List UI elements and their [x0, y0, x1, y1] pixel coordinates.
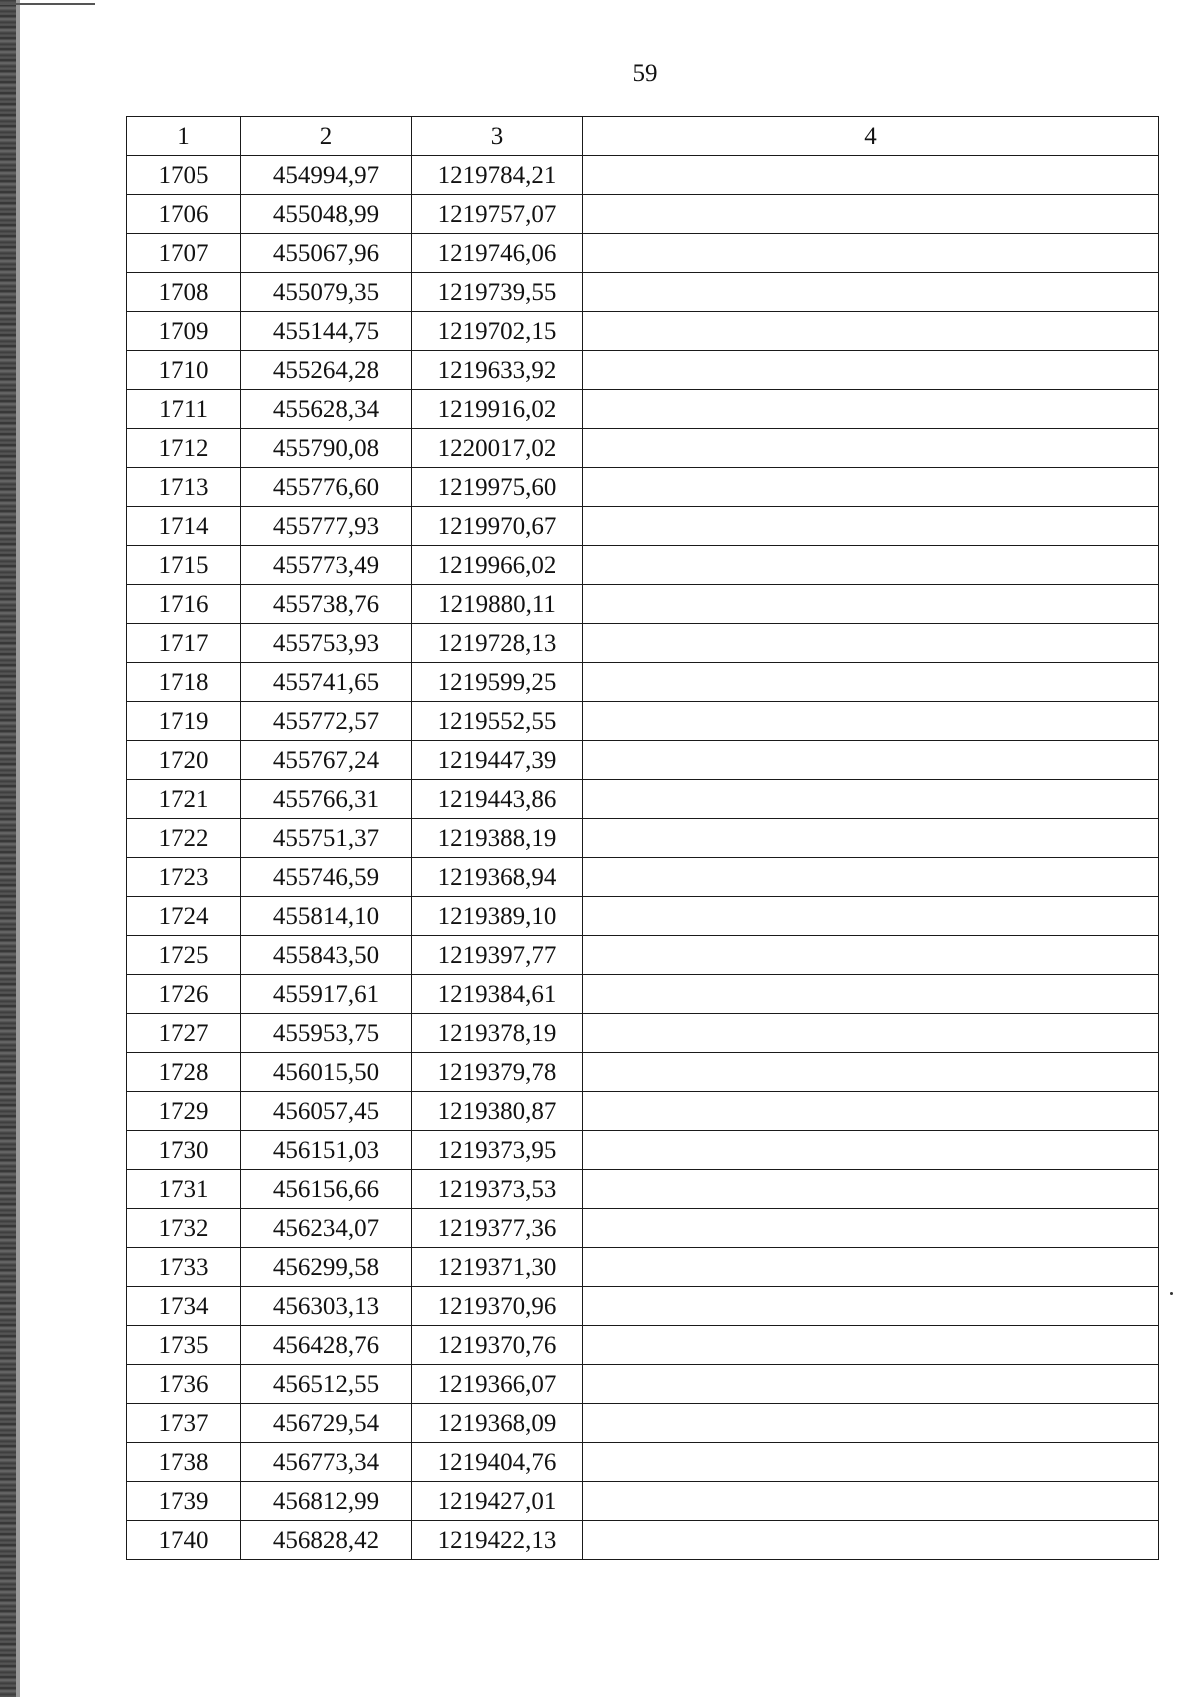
y-coordinate-cell: 1219552,55 — [412, 702, 583, 741]
x-coordinate-cell: 455067,96 — [241, 234, 412, 273]
y-coordinate-cell: 1219373,53 — [412, 1170, 583, 1209]
y-coordinate-cell: 1219368,09 — [412, 1404, 583, 1443]
table-row — [127, 234, 1159, 273]
point-number-cell: 1729 — [127, 1092, 241, 1131]
y-coordinate-cell: 1219370,96 — [412, 1287, 583, 1326]
table-row — [127, 1092, 1159, 1131]
point-number-cell: 1734 — [127, 1287, 241, 1326]
y-coordinate-cell: 1219447,39 — [412, 741, 583, 780]
x-coordinate-cell: 456303,13 — [241, 1287, 412, 1326]
y-coordinate-cell: 1219746,06 — [412, 234, 583, 273]
column-header-3: 3 — [412, 117, 583, 156]
table-row — [127, 858, 1159, 897]
note-cell — [583, 858, 1159, 897]
y-coordinate-cell: 1219970,67 — [412, 507, 583, 546]
y-coordinate-cell: 1219702,15 — [412, 312, 583, 351]
point-number-cell: 1718 — [127, 663, 241, 702]
point-number-cell: 1711 — [127, 390, 241, 429]
column-header-1: 1 — [127, 117, 241, 156]
point-number-cell: 1726 — [127, 975, 241, 1014]
point-number-cell: 1722 — [127, 819, 241, 858]
x-coordinate-cell: 455751,37 — [241, 819, 412, 858]
point-number-cell: 1724 — [127, 897, 241, 936]
point-number-cell: 1712 — [127, 429, 241, 468]
point-number-cell: 1715 — [127, 546, 241, 585]
note-cell — [583, 585, 1159, 624]
table-row — [127, 351, 1159, 390]
y-coordinate-cell: 1219370,76 — [412, 1326, 583, 1365]
point-number-cell: 1727 — [127, 1014, 241, 1053]
note-cell — [583, 1092, 1159, 1131]
note-cell — [583, 780, 1159, 819]
point-number-cell: 1732 — [127, 1209, 241, 1248]
point-number-cell: 1730 — [127, 1131, 241, 1170]
point-number-cell: 1717 — [127, 624, 241, 663]
table-row — [127, 156, 1159, 195]
table-row — [127, 507, 1159, 546]
y-coordinate-cell: 1219404,76 — [412, 1443, 583, 1482]
table-row — [127, 624, 1159, 663]
note-cell — [583, 312, 1159, 351]
y-coordinate-cell: 1219379,78 — [412, 1053, 583, 1092]
table-row — [127, 702, 1159, 741]
table-row — [127, 1014, 1159, 1053]
y-coordinate-cell: 1219378,19 — [412, 1014, 583, 1053]
y-coordinate-cell: 1219373,95 — [412, 1131, 583, 1170]
x-coordinate-cell: 456299,58 — [241, 1248, 412, 1287]
point-number-cell: 1733 — [127, 1248, 241, 1287]
point-number-cell: 1721 — [127, 780, 241, 819]
note-cell — [583, 1404, 1159, 1443]
y-coordinate-cell: 1219388,19 — [412, 819, 583, 858]
point-number-cell: 1720 — [127, 741, 241, 780]
table-row — [127, 468, 1159, 507]
point-number-cell: 1723 — [127, 858, 241, 897]
x-coordinate-cell: 455777,93 — [241, 507, 412, 546]
x-coordinate-cell: 456015,50 — [241, 1053, 412, 1092]
note-cell — [583, 429, 1159, 468]
y-coordinate-cell: 1219397,77 — [412, 936, 583, 975]
note-cell — [583, 546, 1159, 585]
point-number-cell: 1710 — [127, 351, 241, 390]
x-coordinate-cell: 456428,76 — [241, 1326, 412, 1365]
x-coordinate-cell: 455079,35 — [241, 273, 412, 312]
note-cell — [583, 195, 1159, 234]
note-cell — [583, 468, 1159, 507]
note-cell — [583, 351, 1159, 390]
x-coordinate-cell: 455773,49 — [241, 546, 412, 585]
table-row — [127, 1287, 1159, 1326]
note-cell — [583, 1209, 1159, 1248]
y-coordinate-cell: 1219422,13 — [412, 1521, 583, 1560]
table-header-row — [127, 117, 1159, 156]
table-row — [127, 1209, 1159, 1248]
table-row — [127, 1053, 1159, 1092]
table-row — [127, 429, 1159, 468]
x-coordinate-cell: 455843,50 — [241, 936, 412, 975]
point-number-cell: 1716 — [127, 585, 241, 624]
column-header-2: 2 — [241, 117, 412, 156]
table-row — [127, 1248, 1159, 1287]
note-cell — [583, 390, 1159, 429]
x-coordinate-cell: 455917,61 — [241, 975, 412, 1014]
note-cell — [583, 624, 1159, 663]
table-row — [127, 1443, 1159, 1482]
x-coordinate-cell: 456729,54 — [241, 1404, 412, 1443]
table-body — [127, 156, 1159, 1560]
y-coordinate-cell: 1219427,01 — [412, 1482, 583, 1521]
table-row — [127, 819, 1159, 858]
x-coordinate-cell: 455144,75 — [241, 312, 412, 351]
scan-border-shadow — [0, 0, 16, 1697]
note-cell — [583, 1482, 1159, 1521]
page-number: 59 — [632, 60, 658, 87]
x-coordinate-cell: 456234,07 — [241, 1209, 412, 1248]
y-coordinate-cell: 1219371,30 — [412, 1248, 583, 1287]
point-number-cell: 1713 — [127, 468, 241, 507]
note-cell — [583, 1521, 1159, 1560]
note-cell — [583, 1248, 1159, 1287]
top-scan-mark — [0, 3, 95, 5]
point-number-cell: 1739 — [127, 1482, 241, 1521]
table-row — [127, 1404, 1159, 1443]
x-coordinate-cell: 454994,97 — [241, 156, 412, 195]
x-coordinate-cell: 455048,99 — [241, 195, 412, 234]
table-row — [127, 585, 1159, 624]
y-coordinate-cell: 1219975,60 — [412, 468, 583, 507]
note-cell — [583, 156, 1159, 195]
note-cell — [583, 1443, 1159, 1482]
table-row — [127, 780, 1159, 819]
y-coordinate-cell: 1219389,10 — [412, 897, 583, 936]
note-cell — [583, 1131, 1159, 1170]
point-number-cell: 1707 — [127, 234, 241, 273]
column-header-4: 4 — [583, 117, 1159, 156]
y-coordinate-cell: 1219916,02 — [412, 390, 583, 429]
note-cell — [583, 1053, 1159, 1092]
x-coordinate-cell: 456812,99 — [241, 1482, 412, 1521]
y-coordinate-cell: 1219739,55 — [412, 273, 583, 312]
note-cell — [583, 936, 1159, 975]
x-coordinate-cell: 455766,31 — [241, 780, 412, 819]
table-row — [127, 1326, 1159, 1365]
table-row — [127, 1131, 1159, 1170]
table-row — [127, 1365, 1159, 1404]
y-coordinate-cell: 1219368,94 — [412, 858, 583, 897]
x-coordinate-cell: 456151,03 — [241, 1131, 412, 1170]
point-number-cell: 1728 — [127, 1053, 241, 1092]
y-coordinate-cell: 1219599,25 — [412, 663, 583, 702]
table-row — [127, 1482, 1159, 1521]
point-number-cell: 1705 — [127, 156, 241, 195]
y-coordinate-cell: 1219366,07 — [412, 1365, 583, 1404]
point-number-cell: 1708 — [127, 273, 241, 312]
x-coordinate-cell: 455741,65 — [241, 663, 412, 702]
note-cell — [583, 1287, 1159, 1326]
table-row — [127, 195, 1159, 234]
x-coordinate-cell: 456057,45 — [241, 1092, 412, 1131]
table-row — [127, 741, 1159, 780]
x-coordinate-cell: 455767,24 — [241, 741, 412, 780]
x-coordinate-cell: 455776,60 — [241, 468, 412, 507]
y-coordinate-cell: 1219380,87 — [412, 1092, 583, 1131]
point-number-cell: 1725 — [127, 936, 241, 975]
note-cell — [583, 663, 1159, 702]
note-cell — [583, 1326, 1159, 1365]
y-coordinate-cell: 1219728,13 — [412, 624, 583, 663]
x-coordinate-cell: 455772,57 — [241, 702, 412, 741]
x-coordinate-cell: 455753,93 — [241, 624, 412, 663]
y-coordinate-cell: 1219880,11 — [412, 585, 583, 624]
point-number-cell: 1738 — [127, 1443, 241, 1482]
x-coordinate-cell: 455628,34 — [241, 390, 412, 429]
y-coordinate-cell: 1219966,02 — [412, 546, 583, 585]
x-coordinate-cell: 455264,28 — [241, 351, 412, 390]
table-row — [127, 546, 1159, 585]
scan-border-highlight — [16, 0, 20, 1697]
note-cell — [583, 819, 1159, 858]
table-row — [127, 1521, 1159, 1560]
table-row — [127, 663, 1159, 702]
x-coordinate-cell: 456773,34 — [241, 1443, 412, 1482]
point-number-cell: 1736 — [127, 1365, 241, 1404]
point-number-cell: 1740 — [127, 1521, 241, 1560]
table-row — [127, 975, 1159, 1014]
note-cell — [583, 273, 1159, 312]
y-coordinate-cell: 1219757,07 — [412, 195, 583, 234]
point-number-cell: 1709 — [127, 312, 241, 351]
y-coordinate-cell: 1219633,92 — [412, 351, 583, 390]
coordinates-table — [126, 116, 1159, 1560]
note-cell — [583, 234, 1159, 273]
table-row — [127, 390, 1159, 429]
point-number-cell: 1735 — [127, 1326, 241, 1365]
x-coordinate-cell: 455814,10 — [241, 897, 412, 936]
x-coordinate-cell: 455738,76 — [241, 585, 412, 624]
note-cell — [583, 975, 1159, 1014]
y-coordinate-cell: 1219443,86 — [412, 780, 583, 819]
y-coordinate-cell: 1219384,61 — [412, 975, 583, 1014]
note-cell — [583, 702, 1159, 741]
point-number-cell: 1706 — [127, 195, 241, 234]
point-number-cell: 1719 — [127, 702, 241, 741]
table-row — [127, 312, 1159, 351]
note-cell — [583, 1014, 1159, 1053]
point-number-cell: 1737 — [127, 1404, 241, 1443]
note-cell — [583, 1170, 1159, 1209]
y-coordinate-cell: 1219784,21 — [412, 156, 583, 195]
x-coordinate-cell: 455746,59 — [241, 858, 412, 897]
note-cell — [583, 507, 1159, 546]
scan-speck — [1170, 1292, 1173, 1295]
x-coordinate-cell: 455790,08 — [241, 429, 412, 468]
table-row — [127, 897, 1159, 936]
note-cell — [583, 897, 1159, 936]
table-row — [127, 273, 1159, 312]
table-row — [127, 1170, 1159, 1209]
note-cell — [583, 1365, 1159, 1404]
x-coordinate-cell: 455953,75 — [241, 1014, 412, 1053]
point-number-cell: 1731 — [127, 1170, 241, 1209]
note-cell — [583, 741, 1159, 780]
point-number-cell: 1714 — [127, 507, 241, 546]
x-coordinate-cell: 456828,42 — [241, 1521, 412, 1560]
x-coordinate-cell: 456156,66 — [241, 1170, 412, 1209]
y-coordinate-cell: 1219377,36 — [412, 1209, 583, 1248]
x-coordinate-cell: 456512,55 — [241, 1365, 412, 1404]
table-row — [127, 936, 1159, 975]
y-coordinate-cell: 1220017,02 — [412, 429, 583, 468]
